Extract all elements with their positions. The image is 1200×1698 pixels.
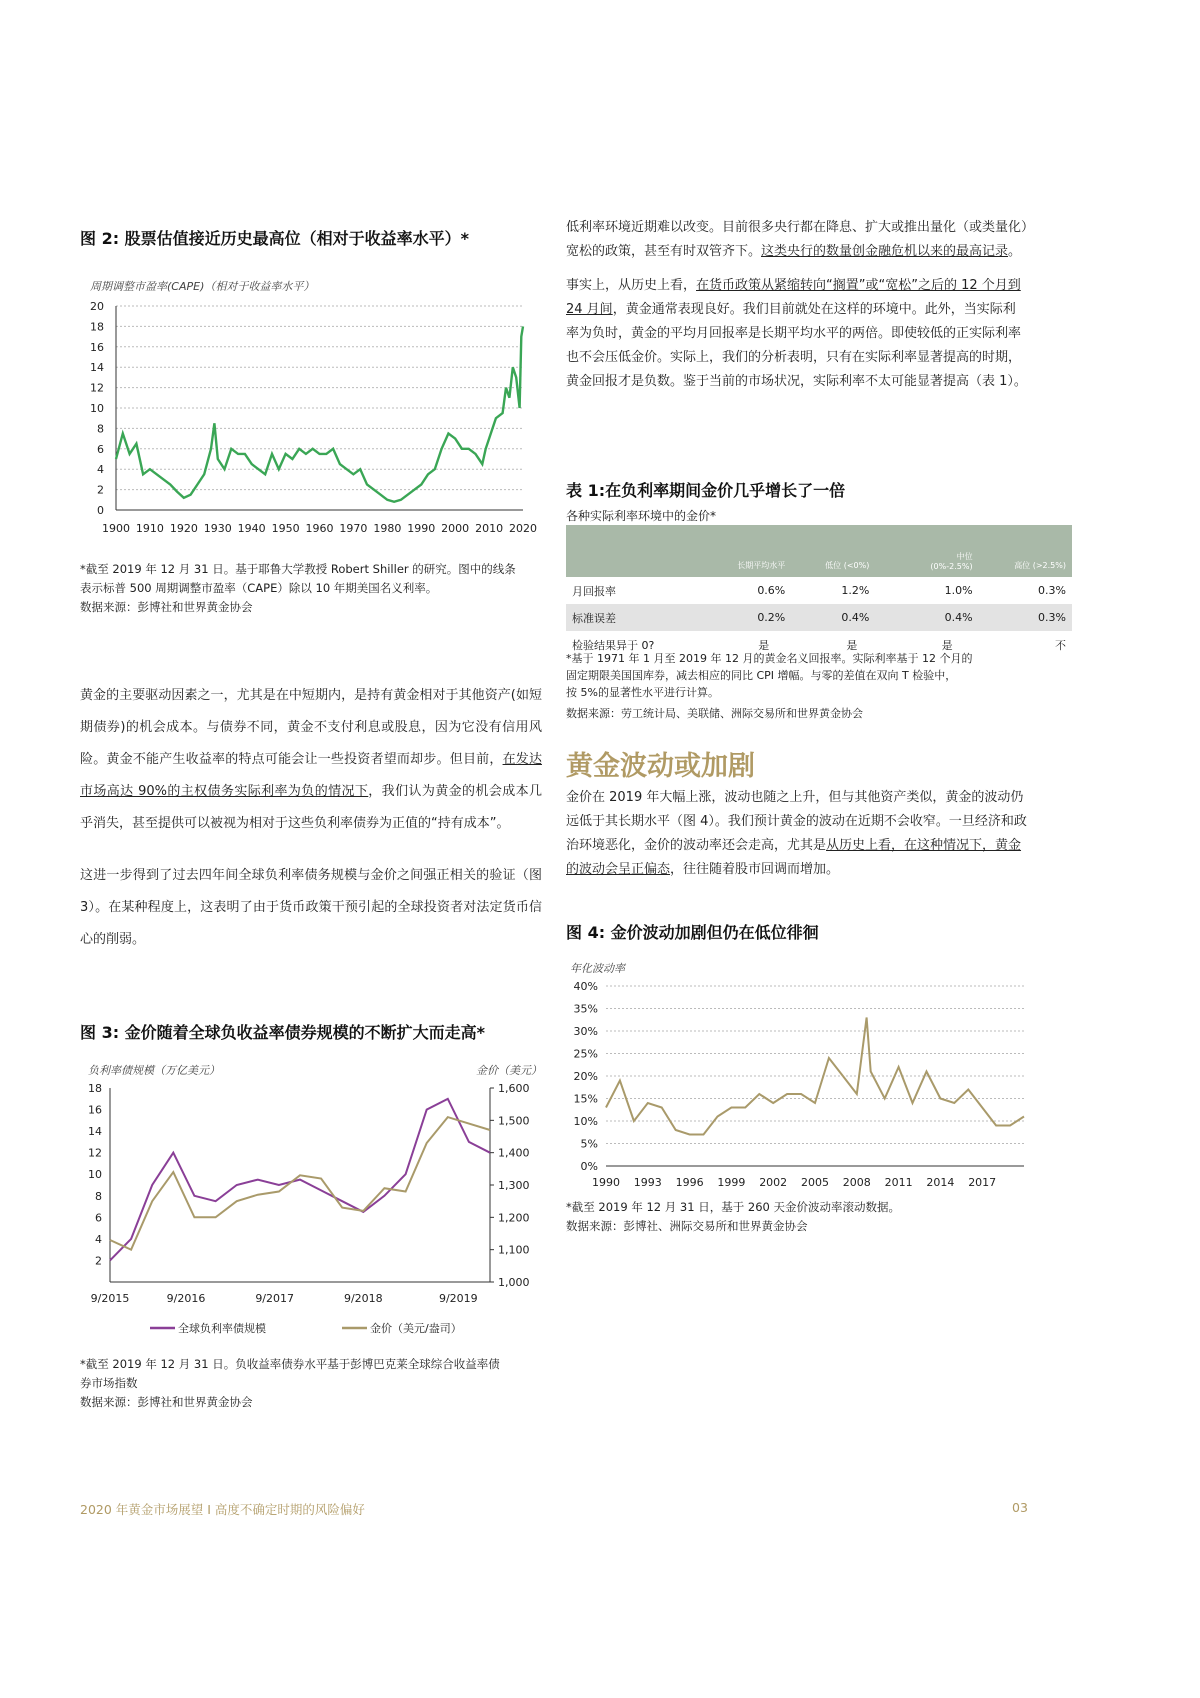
th-low: 低位 (<0%) xyxy=(791,525,875,577)
link-negative-real-rates[interactable]: 在发达市场高达 90%的主权债务实际利率为负的情况下 xyxy=(80,752,542,799)
x-tick-label: 1940 xyxy=(237,522,266,535)
y-left-tick-label: 8 xyxy=(95,1189,102,1203)
x-tick-label: 2014 xyxy=(926,1176,955,1189)
y-right-tick-label: 1,400 xyxy=(498,1146,530,1160)
y-tick-label: 8 xyxy=(97,422,104,436)
y-tick-label: 15% xyxy=(573,1092,598,1106)
th-high: 高位 (>2.5%) xyxy=(979,525,1072,577)
y-tick-label: 16 xyxy=(90,340,104,354)
y-tick-label: 6 xyxy=(97,442,104,456)
right-para-1: 事实上，从历史上看，在货币政策从紧缩转向“搁置”或“宽松”之后的 12 个月到 24 月间，黄金通常表现良好。我们目前就处在这样的环境中。此外，当实际利率为负时，黄金的平均月回报率是长期平均水平的两倍。即使较低的正实际利率也不会压低金价。实际上，我们的分析表明，只有在实际利率显著提高的时期，黄金回报才是负数。鉴于当前的市场状况，实际利率不太可能显著提高（表 1）。 xyxy=(566,278,1027,389)
y-right-tick-label: 1,200 xyxy=(498,1211,530,1225)
x-tick-label: 9/2018 xyxy=(343,1292,383,1305)
fig4-title: 图 4: 金价波动加剧但仍在低位徘徊 xyxy=(566,923,819,942)
x-tick-label: 9/2015 xyxy=(90,1292,130,1305)
y-right-tick-label: 1,300 xyxy=(498,1179,530,1192)
x-tick-label: 2017 xyxy=(968,1176,997,1189)
y-left-tick-label: 12 xyxy=(88,1146,102,1160)
y-left-tick-label: 4 xyxy=(95,1232,102,1246)
fig4-notes xyxy=(566,1198,1036,1236)
y-tick-label: 20% xyxy=(573,1070,598,1083)
x-tick-label: 1996 xyxy=(675,1176,704,1189)
x-tick-label: 1990 xyxy=(592,1176,620,1189)
gold-price-series-line xyxy=(110,1117,490,1250)
x-tick-label: 1990 xyxy=(407,522,436,535)
left-para-2: 这进一步得到了过去四年间全球负利率债务规模与金价之间强正相关的验证（图 3）。在某种程度上，这表明了由于货币政策干预引起的全球投资者对法定货币信心的削弱。 xyxy=(80,868,542,947)
legend-gold-label: 金价（美元/盎司） xyxy=(370,1322,462,1335)
fig3-notes xyxy=(80,1355,550,1412)
y-tick-label: 40% xyxy=(573,980,598,993)
fig3-title: 图 3: 金价随着全球负收益率债券规模的不断扩大而走高* xyxy=(80,1023,486,1042)
left-body xyxy=(80,680,542,956)
y-left-tick-label: 18 xyxy=(88,1082,102,1095)
section-heading: 黄金波动或加剧 xyxy=(566,751,755,782)
x-tick-label: 2010 xyxy=(475,522,504,535)
y-tick-label: 0% xyxy=(580,1160,598,1173)
x-tick-label: 1993 xyxy=(633,1176,662,1189)
y-left-tick-label: 16 xyxy=(88,1103,102,1117)
y-tick-label: 12 xyxy=(90,381,104,395)
fig3-note1: *截至 2019 年 12 月 31 日。负收益率债券水平基于彭博巴克莱全球综合收益率债 xyxy=(80,1357,500,1371)
left-para-1: 黄金的主要驱动因素之一，尤其是在中短期内，是持有黄金相对于其他资产(如短期债券)的机会成本。与债券不同，黄金不支付利息或股息，因为它没有信用风险。黄金不能产生收益率的特点可能会让一些投资者望而却步。但目前，在发达市场高达 90%的主权债务实际利率为负的情况下，我们认为黄金的机会成本几乎消失，甚至提供可以被视为相对于这些负利率债券为正值的“持有成本”。 xyxy=(80,688,542,831)
y-left-tick-label: 10 xyxy=(88,1168,102,1182)
y-tick-label: 10 xyxy=(90,402,104,415)
x-tick-label: 1960 xyxy=(305,522,334,535)
y-tick-label: 20 xyxy=(90,300,104,313)
table-row: 检验结果异于 0? 是 是 是 不 xyxy=(572,638,1066,652)
fig3-note2: 券市场指数 xyxy=(80,1376,138,1390)
y-left-tick-label: 14 xyxy=(88,1125,102,1139)
table1-note2: 固定期限美国国库券，减去相应的同比 CPI 增幅。与零的差值在双向 T 检验中， xyxy=(566,669,957,682)
y-tick-label: 18 xyxy=(90,320,104,334)
fig2-chart xyxy=(80,272,550,544)
legend-neg-label: 全球负利率债规模 xyxy=(178,1322,266,1335)
x-tick-label: 1910 xyxy=(135,522,164,535)
fig2-ylabel: 周期调整市盈率(CAPE)（相对于收益率水平） xyxy=(90,280,315,293)
table-row: 月回报率 0.6% 1.2% 1.0% 0.3% xyxy=(572,584,1066,598)
table1-source: 数据来源：劳工统计局、美联储、洲际交易所和世界黄金协会 xyxy=(566,707,863,720)
fig2-note2: 表示标普 500 周期调整市盈率（CAPE）除以 10 年期美国名义利率。 xyxy=(80,581,438,595)
x-tick-label: 1999 xyxy=(717,1176,746,1189)
fig4-note: *截至 2019 年 12 月 31 日，基于 260 天金价波动率滚动数据。 xyxy=(566,1200,900,1214)
cape-series-line xyxy=(116,326,523,501)
y-left-tick-label: 2 xyxy=(95,1254,102,1268)
y-right-tick-label: 1,500 xyxy=(498,1114,530,1128)
y-left-tick-label: 6 xyxy=(95,1211,102,1225)
y-tick-label: 5% xyxy=(580,1137,598,1151)
x-tick-label: 9/2016 xyxy=(166,1292,206,1305)
fig3-ylabel-right: 金价（美元） xyxy=(476,1064,542,1077)
y-right-tick-label: 1,600 xyxy=(498,1082,530,1095)
table1-subtitle: 各种实际利率环境中的金价* xyxy=(566,509,717,523)
th-mid: 中位 (0%-2.5%) xyxy=(875,525,978,577)
fig4-ylabel: 年化波动率 xyxy=(570,962,625,975)
footer-title: 2020 年黄金市场展望 I 高度不确定时期的风险偏好 xyxy=(80,1502,365,1517)
th-longterm: 长期平均水平 xyxy=(699,525,792,577)
fig2-note1: *截至 2019 年 12 月 31 日。基于耶鲁大学教授 Robert Shiller 的研究。图中的线条 xyxy=(80,562,516,576)
table1-note1: *基于 1971 年 1 月至 2019 年 12 月的黄金名义回报率。实际利率基于 12 个月的 xyxy=(566,652,973,665)
x-tick-label: 2011 xyxy=(884,1176,913,1189)
table1 xyxy=(566,525,1072,658)
x-tick-label: 2002 xyxy=(759,1176,788,1189)
fig2-title: 图 2: 股票估值接近历史最高位（相对于收益率水平）* xyxy=(80,229,470,248)
fig3-ylabel-left: 负利率债规模（万亿美元） xyxy=(88,1064,220,1077)
y-tick-label: 2 xyxy=(97,483,104,497)
y-tick-label: 10% xyxy=(573,1115,598,1128)
y-right-tick-label: 1,100 xyxy=(498,1243,530,1257)
x-tick-label: 1930 xyxy=(203,522,232,535)
table1-notes xyxy=(566,650,1036,722)
y-tick-label: 25% xyxy=(573,1047,598,1061)
table1-note3: 按 5%的显著性水平进行计算。 xyxy=(566,686,719,699)
x-tick-label: 9/2019 xyxy=(438,1292,478,1305)
fig4-source: 数据来源：彭博社、洲际交易所和世界黄金协会 xyxy=(566,1219,808,1233)
page-number: 03 xyxy=(1012,1500,1028,1515)
table1-title: 表 1:在负利率期间金价几乎增长了一倍 xyxy=(566,481,846,500)
fig4-chart xyxy=(566,958,1036,1198)
link-policy-shift[interactable]: 在货币政策从紧缩转向“搁置”或“宽松”之后的 12 个月到 24 月间 xyxy=(566,278,1021,317)
x-tick-label: 9/2017 xyxy=(255,1292,295,1305)
fig3-source: 数据来源：彭博社和世界黄金协会 xyxy=(80,1395,253,1409)
fig2-notes xyxy=(80,560,550,617)
x-tick-label: 1980 xyxy=(373,522,402,535)
right-body xyxy=(566,216,1028,394)
x-tick-label: 1970 xyxy=(339,522,368,535)
y-tick-label: 30% xyxy=(573,1025,598,1038)
y-tick-label: 35% xyxy=(573,1002,598,1016)
x-tick-label: 2008 xyxy=(842,1176,871,1189)
y-tick-label: 0 xyxy=(97,504,104,517)
table-row: 标准误差 0.2% 0.4% 0.4% 0.3% xyxy=(566,604,1072,631)
x-tick-label: 2000 xyxy=(441,522,470,535)
fig2-source: 数据来源：彭博社和世界黄金协会 xyxy=(80,600,253,614)
x-tick-label: 1950 xyxy=(271,522,300,535)
x-tick-label: 1900 xyxy=(102,522,130,535)
y-tick-label: 14 xyxy=(90,361,104,375)
section-para: 金价在 2019 年大幅上涨，波动也随之上升，但与其他资产类似，黄金的波动仍远低于其长期水平（图 4）。我们预计黄金的波动在近期不会收窄。一旦经济和政治环境恶化，金价的波动率还会走高，尤其是从历史上看，在这种情况下，黄金的波动会呈正偏态，往往随着股市回调而增加。 xyxy=(566,790,1027,877)
fig3-chart xyxy=(80,1060,550,1350)
y-tick-label: 4 xyxy=(97,463,104,477)
right-para-0: 低利率环境近期难以改变。目前很多央行都在降息、扩大或推出量化（或类量化）宽松的政策，甚至有时双管齐下。这类央行的数量创金融危机以来的最高记录。 xyxy=(566,220,1028,259)
link-central-banks[interactable]: 这类央行的数量创金融危机以来的最高记录 xyxy=(761,244,1009,259)
x-tick-label: 2005 xyxy=(801,1176,829,1189)
link-positive-skew[interactable]: 从历史上看，在这种情况下，黄金的波动会呈正偏态 xyxy=(566,838,1022,877)
x-tick-label: 2020 xyxy=(509,522,537,535)
x-tick-label: 1920 xyxy=(169,522,198,535)
y-right-tick-label: 1,000 xyxy=(498,1276,530,1289)
